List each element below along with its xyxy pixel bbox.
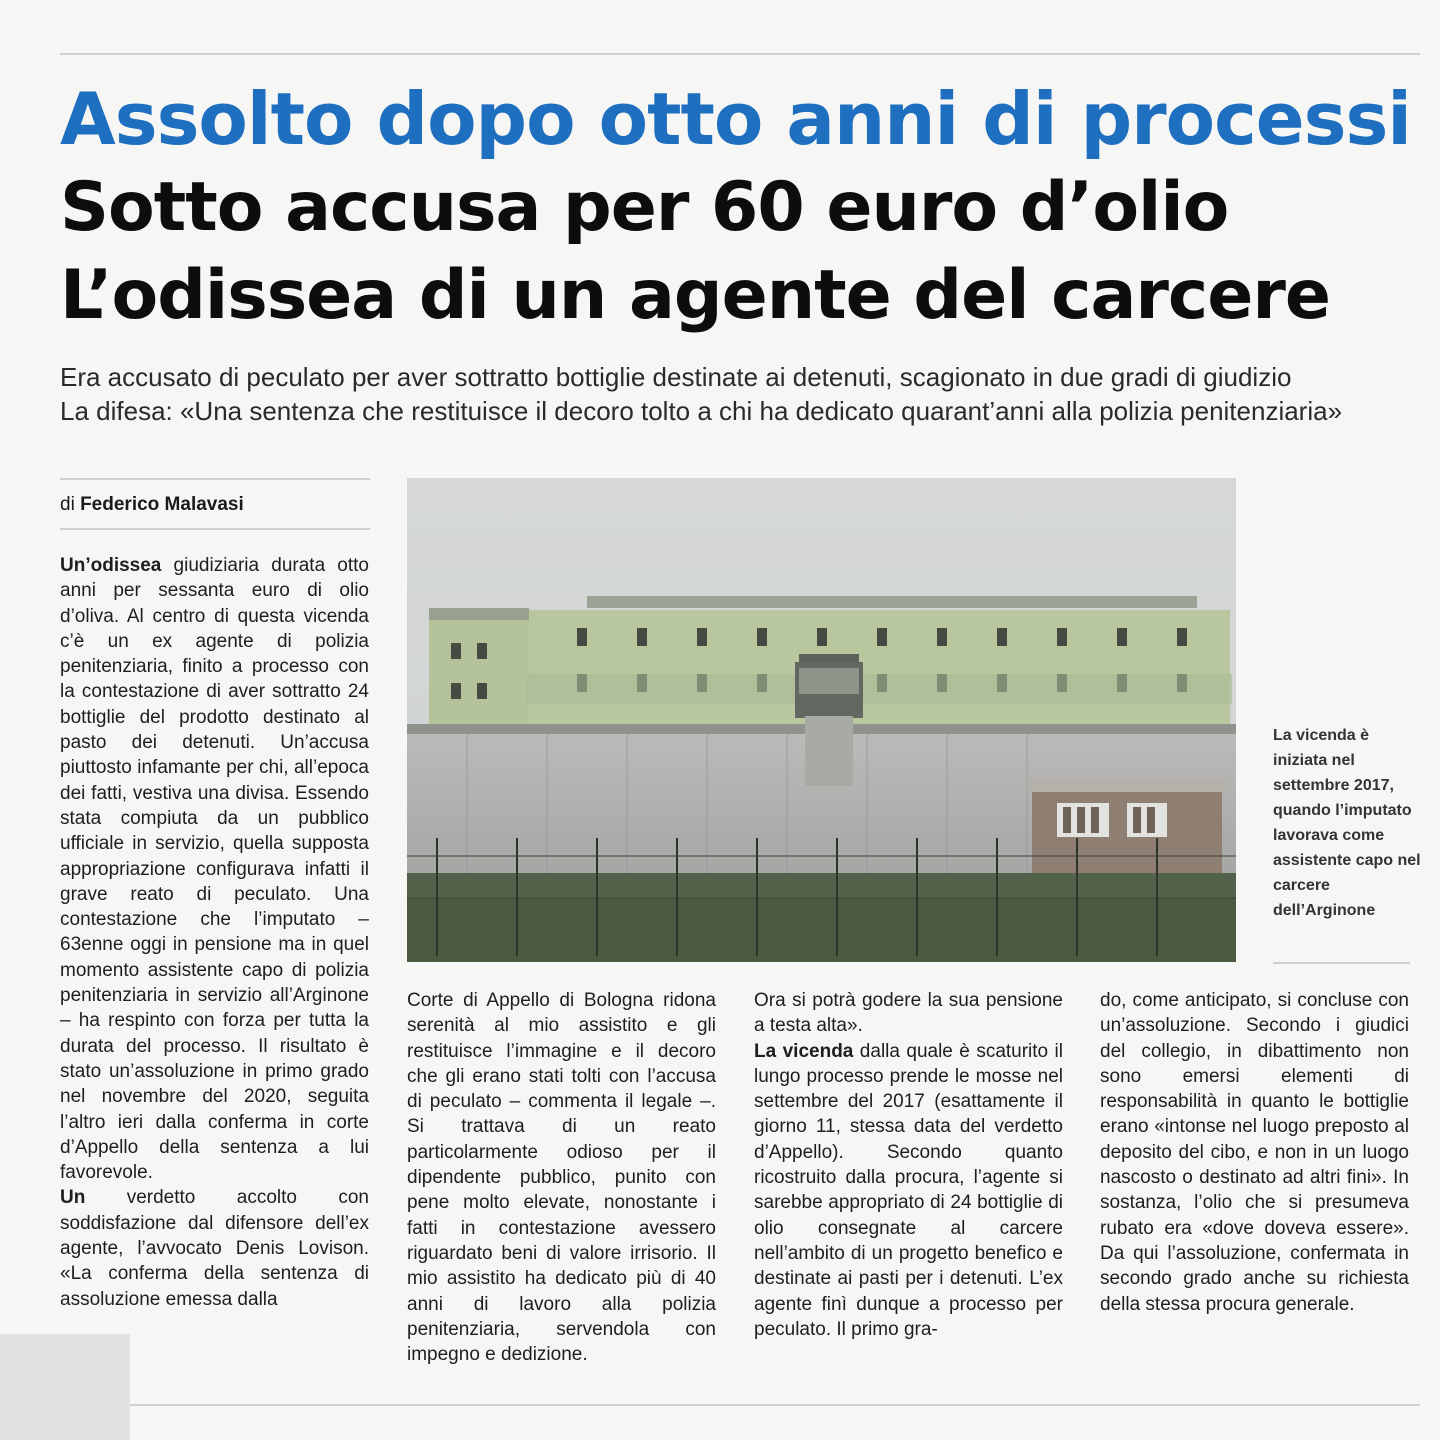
byline-rule-bottom [60, 528, 370, 530]
paragraph-3-text: Corte di Appello di Bologna ridona serenità al mio assistito e gli restituisce l’immagine e il decoro che gli erano stati tolti con l’accusa di peculato – commenta il legale –. Si trattava di un reato particolarmente odioso per il dipendente pubblico, punito con pene molto elevate, nonostante i fatti in contestazione avessero riguardato beni di valore irrisorio. Il mio assistito ha dedicato più di 40 anni di lavoro alla polizia penitenziaria, servendola con impegno e dedizione. [407, 990, 716, 1366]
paragraph-6 [1100, 988, 1409, 1317]
paragraph-4-text: Ora si potrà godere la sua pensione a testa alta». [754, 990, 1063, 1037]
prison-photo-illustration [407, 478, 1236, 962]
paragraph-1-text: giudiziaria durata otto anni per sessanta euro di olio d’oliva. Al centro di questa vicenda c’è un ex agente di polizia penitenziaria, finito a processo con la contestazione di aver sottratto 24 bottiglie del prodotto destinato al pasto dei detenuti. Un’accusa piuttosto infamante per chi, all’epoca dei fatti, vestiva una divisa. Essendo stata compiuta da un pubblico ufficiale in servizio, quella supposta appropriazione configurava infatti il grave reato di peculato. Una contestazione che l’imputato – 63enne oggi in pensione ma in quel momento assistente capo di polizia penitenziaria in servizio all’Arginone – ha respinto con forza per tutta la durata del processo. Il risultato è stato un’assoluzione in primo grado nel novembre del 2020, seguita l’altro ieri dalla conferma in corte d’Appello della sentenza a lui favorevole. [60, 555, 369, 1184]
text-column-4 [1100, 988, 1409, 1317]
headline-line-1: Sotto accusa per 60 euro d’olio [60, 168, 1229, 247]
prison-building-photo [407, 478, 1236, 962]
top-rule [60, 53, 1420, 55]
paragraph-1 [60, 553, 369, 1185]
paragraph-1-lead: Un’odissea [60, 555, 162, 576]
paragraph-4 [754, 988, 1063, 1039]
paragraph-2 [60, 1185, 369, 1311]
paragraph-5 [754, 1039, 1063, 1343]
byline [60, 493, 244, 517]
summary-line-1: Era accusato di peculato per aver sottratto bottiglie destinate ai detenuti, scagionato in due gradi di giudizio [60, 362, 1292, 392]
text-column-2 [407, 988, 716, 1367]
caption-rule [1273, 962, 1410, 964]
text-column-3 [754, 988, 1063, 1342]
text-column-1 [60, 553, 369, 1312]
author-name: Federico Malavasi [80, 494, 244, 515]
headline-line-2: L’odissea di un agente del carcere [60, 256, 1330, 335]
paragraph-6-text: do, come anticipato, si concluse con un’assoluzione. Secondo i giudici del collegio, in dibattimento non sono emersi elementi di responsabilità in quanto le bottiglie erano «intonse nel luogo preposto al deposito del cibo, e non in un luogo nascosto o destinato ad altri fini». In sostanza, l’olio che si presumeva rubato era «dove doveva essere». Da qui l’assoluzione, confermata in secondo grado anche su richiesta della stessa procura generale. [1100, 990, 1409, 1315]
summary-line-2: La difesa: «Una sentenza che restituisce il decoro tolto a chi ha dedicato quarant’anni alla polizia penitenziaria» [60, 396, 1343, 426]
corner-overlay [0, 1334, 130, 1440]
bottom-rule [60, 1404, 1420, 1406]
byline-prefix: di [60, 494, 75, 515]
paragraph-5-lead: La vicenda [754, 1040, 854, 1062]
paragraph-5-text: dalla quale è scaturito il lungo processo prende le mosse nel settembre del 2017 (esattamente il giorno 11, stessa data del verdetto d’Appello). Secondo quanto ricostruito dalla procura, l’agente si sarebbe appropriato di 24 bottiglie di olio consegnate al carcere nell’ambito di un progetto benefico e destinate ai pasti per i detenuti. L’ex agente finì dunque a processo per peculato. Il primo gra- [754, 1040, 1063, 1340]
byline-rule-top [60, 478, 370, 480]
paragraph-2-text: verdetto accolto con soddisfazione dal difensore dell’ex agente, l’avvocato Denis Lovison. «La conferma della sentenza di assoluzione emessa dalla [60, 1187, 369, 1310]
kicker-headline: Assolto dopo otto anni di processi [60, 77, 1411, 161]
summary [60, 360, 1430, 428]
paragraph-3 [407, 988, 716, 1367]
photo-caption: La vicenda è iniziata nel settembre 2017, quando l’imputato lavorava come assistente capo nel carcere dell’Arginone [1273, 727, 1421, 919]
paragraph-2-lead: Un [60, 1187, 86, 1209]
main-headline [60, 164, 1430, 340]
